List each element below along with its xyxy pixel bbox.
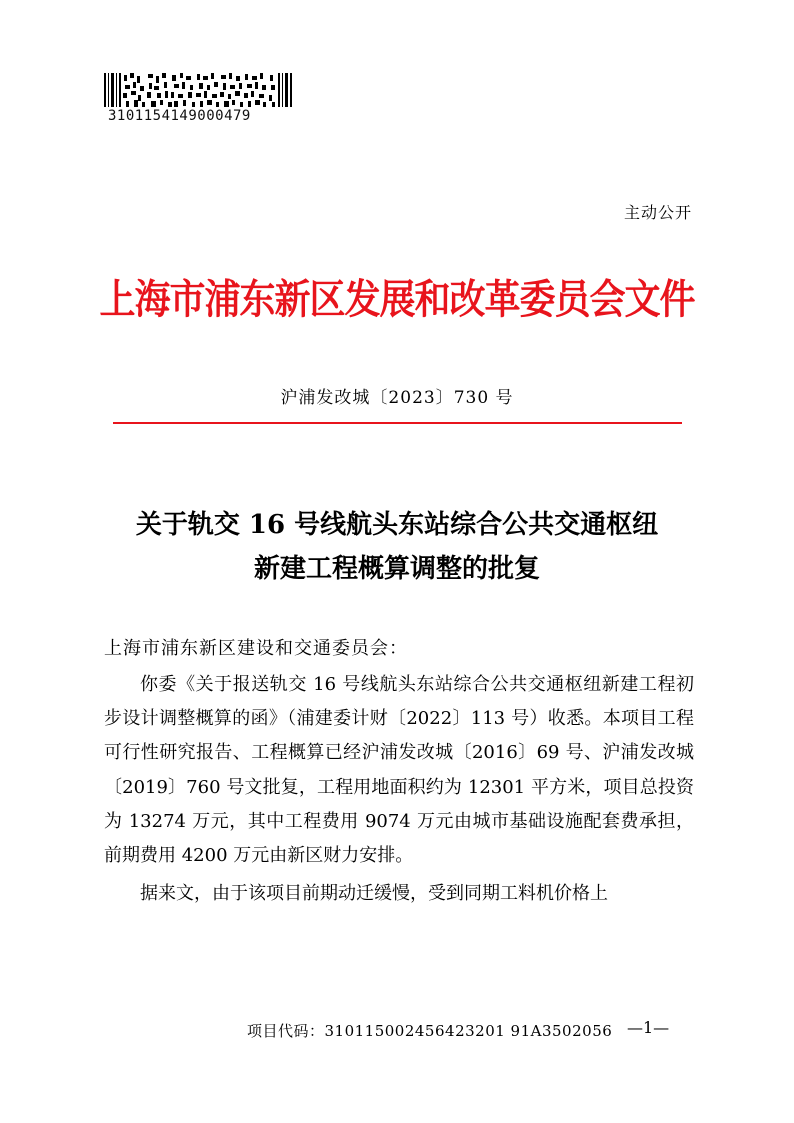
red-divider [113, 422, 682, 424]
page-number: —1— [627, 1018, 670, 1037]
barcode-image [104, 73, 292, 107]
disclosure-label: 主动公开 [623, 203, 692, 222]
document-number: 沪浦发改城〔2023〕730 号 [280, 388, 514, 408]
project-code: 项目代码：310115002456423201 91A3502056 [247, 1022, 613, 1040]
issuer-title: 上海市浦东新区发展和改革委员会文件 [99, 275, 695, 323]
body-text [104, 668, 694, 911]
paragraph: 你委《关于报送轨交 16 号线航头东站综合公共交通枢纽新建工程初步设计调整概算的函》（浦建委计财〔2022〕113 号）收悉。本项目工程可行性研究报告、工程概算已经沪浦发改城〔2016〕69 号、沪浦发改城〔2019〕760 号文批复，工程用地面积约为 12301 平方米，项目总投资为 13274 万元，其中工程费用 9074 万元由城市基础设施配套费承担，前期费用 4200 万元由新区财力安排。 [104, 674, 694, 867]
paragraph: 据来文，由于该项目前期动迁缓慢，受到同期工料机价格上 [140, 883, 608, 905]
document-title [0, 503, 794, 591]
title-line-1: 关于轨交 16 号线航头东站综合公共交通枢纽 [135, 510, 659, 540]
barcode-number: 3101154149000479 [108, 108, 251, 124]
title-line-2: 新建工程概算调整的批复 [253, 554, 540, 584]
salutation: 上海市浦东新区建设和交通委员会： [104, 638, 408, 659]
